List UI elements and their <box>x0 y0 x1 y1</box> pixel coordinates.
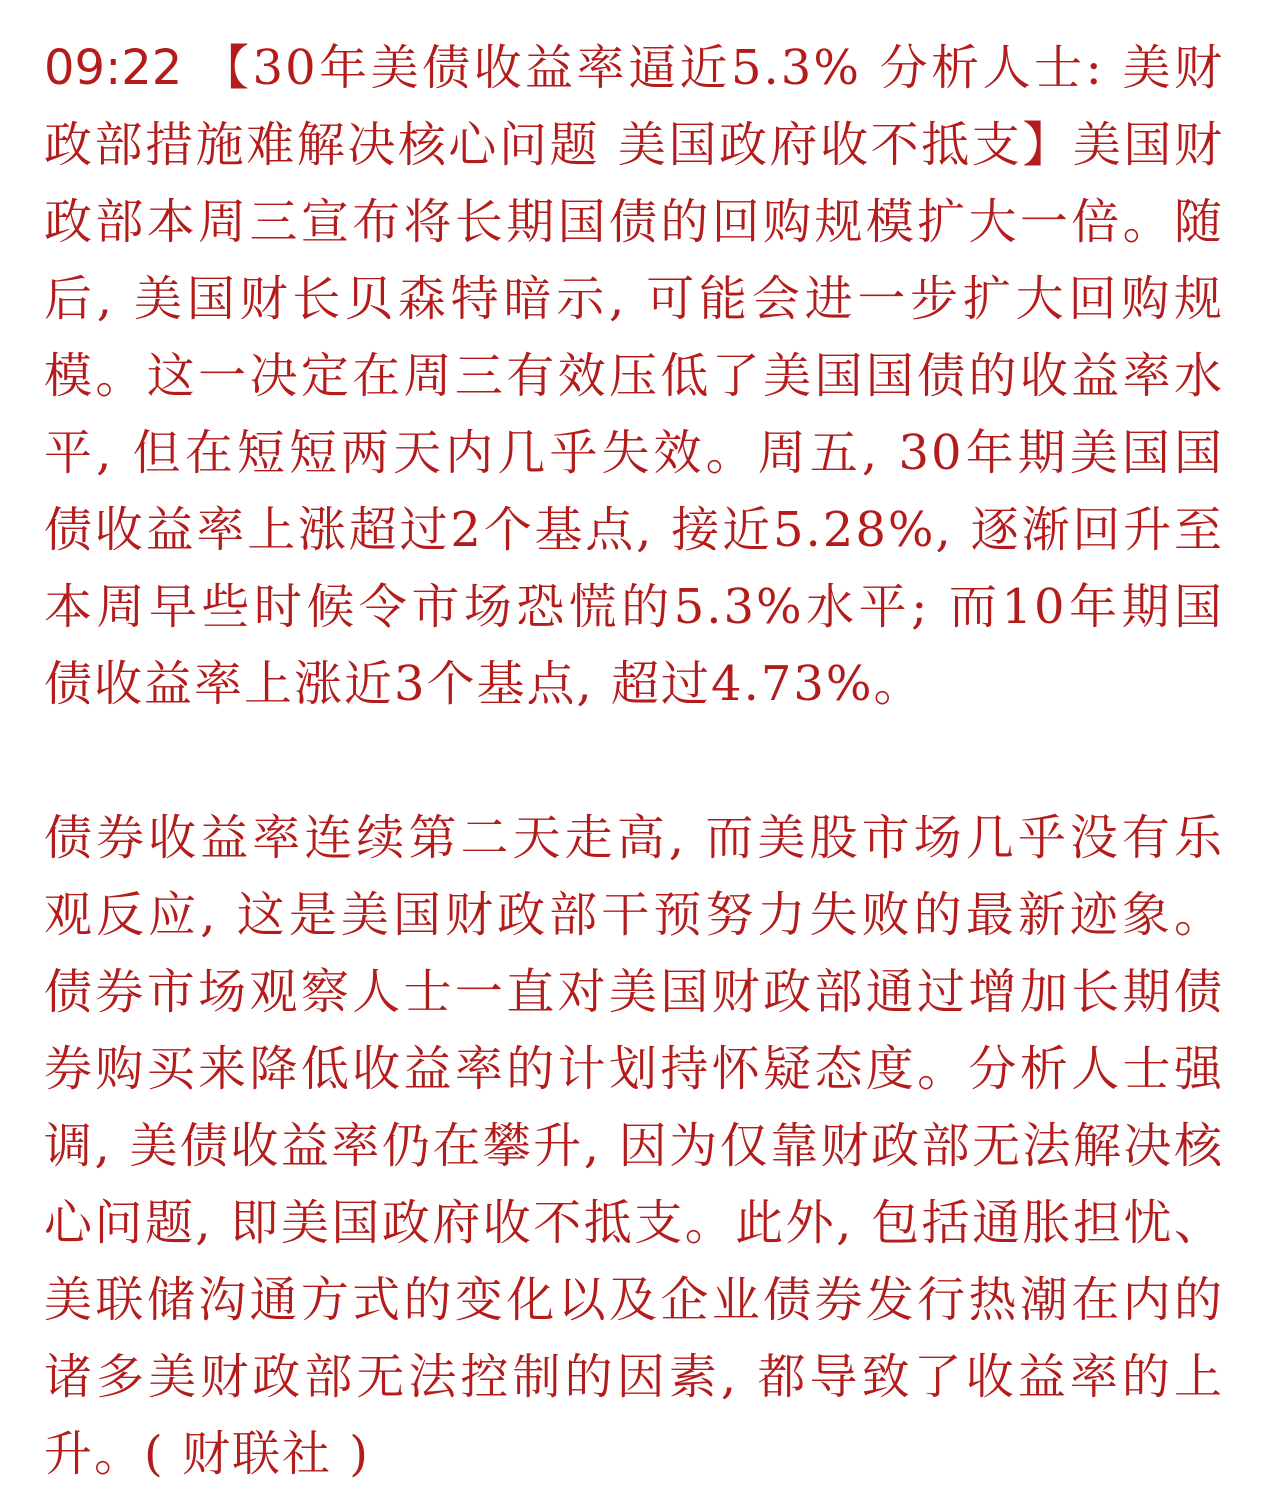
article-paragraph-1 <box>44 30 1224 723</box>
news-timestamp: 09:22 <box>44 40 183 96</box>
paragraph-1-body: 美国财政部本周三宣布将长期国债的回购规模扩大一倍。随后, 美国财长贝森特暗示, 可能会进一步扩大回购规模。这一决定在周三有效压低了美国国债的收益率水平, 但在短短两天内几乎失效。周五, 30年期美国国债收益率上涨超过2个基点, 接近5.28%, 逐渐回升至本周早些时候令市场恐慌的5.3%水平; 而10年期国债收益率上涨近3个基点, 超过4.73%。 <box>44 117 1224 712</box>
article-paragraph-2: 债券收益率连续第二天走高, 而美股市场几乎没有乐观反应, 这是美国财政部干预努力失败的最新迹象。债券市场观察人士一直对美国财政部通过增加长期债券购买来降低收益率的计划持怀疑态度。分析人士强调, 美债收益率仍在攀升, 因为仅靠财政部无法解决核心问题, 即美国政府收不抵支。此外, 包括通胀担忧、美联储沟通方式的变化以及企业债券发行热潮在内的诸多美财政部无法控制的因素, 都导致了收益率的上升。( 财联社 ) <box>44 810 1224 1482</box>
news-headline: 【30年美债收益率逼近5.3% 分析人士: 美财政部措施难解决核心问题 美国政府收不抵支】 <box>44 40 1224 173</box>
news-article <box>44 30 1224 1493</box>
